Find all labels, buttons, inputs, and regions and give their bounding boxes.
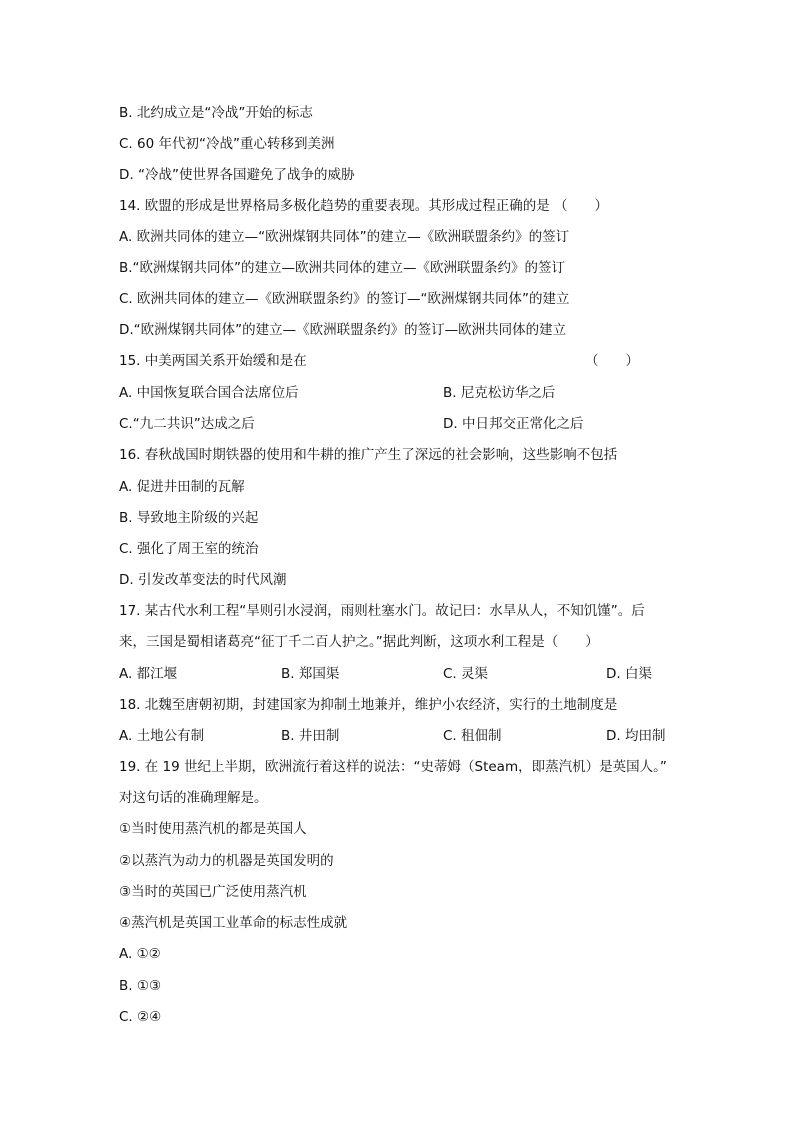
q13-option-d: D. “冷战”使世界各国避免了战争的威胁 — [119, 167, 355, 183]
q17-stem-line-2: 来，三国是蜀相诸葛亮“征丁千二百人护之。”据此判断，这项水利工程是（ ） — [119, 634, 599, 650]
q17-option-b: B. 郑国渠 — [281, 666, 340, 682]
q19-statement-4: ④蒸汽机是英国工业革命的标志性成就 — [119, 915, 348, 931]
q19-statement-2: ②以蒸汽为动力的机器是英国发明的 — [119, 853, 334, 869]
q17-option-c: C. 灵渠 — [443, 666, 489, 682]
q16-option-a: A. 促进井田制的瓦解 — [119, 479, 245, 495]
q15-options-row-2 — [119, 415, 694, 433]
q18-option-c: C. 租佃制 — [443, 728, 502, 744]
q16-option-b: B. 导致地主阶级的兴起 — [119, 510, 259, 526]
q16-option-d: D. 引发改革变法的时代风潮 — [119, 572, 287, 588]
q19-option-c: C. ②④ — [119, 1009, 162, 1025]
q16-stem: 16. 春秋战国时期铁器的使用和牛耕的推广产生了深远的社会影响，这些影响不包括 — [119, 447, 618, 463]
q19-statement-1: ①当时使用蒸汽机的都是英国人 — [119, 821, 307, 837]
q15-option-b: B. 尼克松访华之后 — [443, 385, 556, 401]
q13-option-c: C. 60 年代初“冷战”重心转移到美洲 — [119, 136, 335, 152]
q19-stem-line-2: 对这句话的准确理解是。 — [119, 790, 268, 806]
q14-option-b: B.“欧洲煤钢共同体”的建立—欧洲共同体的建立—《欧洲联盟条约》的签订 — [119, 260, 566, 276]
q17-option-a: A. 都江堰 — [119, 666, 178, 682]
q18-stem: 18. 北魏至唐朝初期，封建国家为抑制土地兼并，维护小农经济，实行的土地制度是 — [119, 697, 618, 713]
q17-options-row — [119, 665, 694, 683]
q15-options-row-1 — [119, 384, 694, 402]
q15-stem-text: 15. 中美两国关系开始缓和是在 — [119, 353, 307, 369]
q17-option-d: D. 白渠 — [606, 666, 652, 682]
q15-stem — [119, 352, 694, 370]
q18-option-b: B. 井田制 — [281, 728, 340, 744]
q16-option-c: C. 强化了周王室的统治 — [119, 541, 259, 557]
q19-stem-line-1: 19. 在 19 世纪上半期，欧洲流行着这样的说法：“史蒂姆（Steam，即蒸汽机）是英国人。” — [119, 759, 667, 775]
q14-option-d: D.“欧洲煤钢共同体”的建立—《欧洲联盟条约》的签订—欧洲共同体的建立 — [119, 322, 567, 338]
q14-stem: 14. 欧盟的形成是世界格局多极化趋势的重要表现。其形成过程正确的是 （ ） — [119, 198, 609, 214]
q18-option-d: D. 均田制 — [606, 728, 666, 744]
q17-stem-line-1: 17. 某古代水利工程“旱则引水浸润，雨则杜塞水门。故记曰：水旱从人，不知饥馑”。后 — [119, 603, 645, 619]
q18-options-row — [119, 727, 694, 745]
q19-statement-3: ③当时的英国已广泛使用蒸汽机 — [119, 884, 307, 900]
q19-option-b: B. ①③ — [119, 978, 162, 994]
q19-option-a: A. ①② — [119, 946, 161, 962]
q15-option-a: A. 中国恢复联合国合法席位后 — [119, 385, 299, 401]
q15-answer-paren: （ ） — [585, 353, 639, 369]
q13-option-b: B. 北约成立是“冷战”开始的标志 — [119, 105, 313, 121]
q18-option-a: A. 土地公有制 — [119, 728, 205, 744]
q14-option-c: C. 欧洲共同体的建立—《欧洲联盟条约》的签订—“欧洲煤钢共同体”的建立 — [119, 291, 570, 307]
q15-option-c: C.“九二共识”达成之后 — [119, 416, 255, 432]
q15-option-d: D. 中日邦交正常化之后 — [443, 416, 584, 432]
q14-option-a: A. 欧洲共同体的建立—“欧洲煤钢共同体”的建立—《欧洲联盟条约》的签订 — [119, 229, 570, 245]
